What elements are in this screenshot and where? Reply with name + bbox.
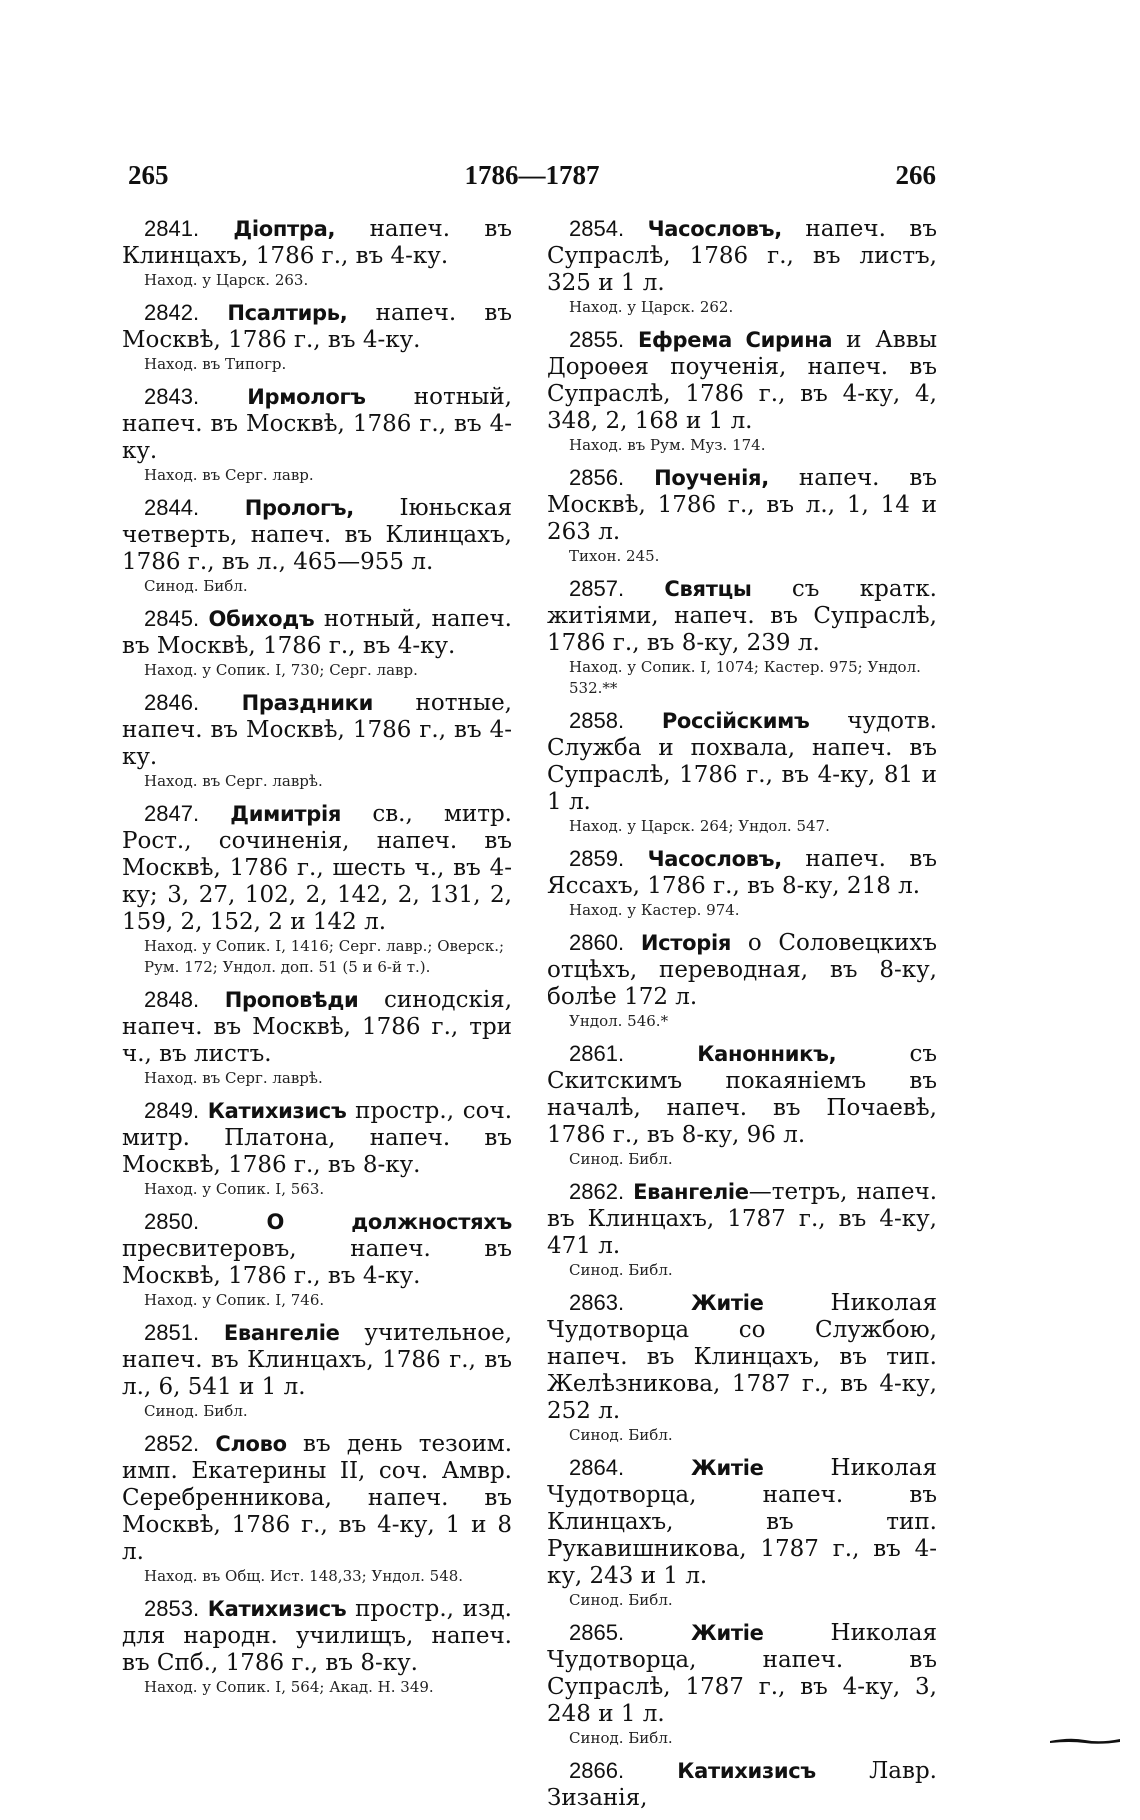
entry-number: 2858. [569, 708, 625, 733]
entry-description: Іюньская четверть, напеч. въ Клинцахъ, 1786 г., въ л., 465—955 л. [122, 495, 512, 575]
entry-description: Николая Чудотворца, напеч. въ Супраслѣ, 1787 г., въ 4-ку, 3, 248 и 1 л. [547, 1620, 937, 1727]
entry-description: нотные, напеч. въ Москвѣ, 1786 г., въ 4-ку. [122, 690, 512, 770]
catalog-entry [122, 1097, 512, 1200]
entry-description: синодскія, напеч. въ Москвѣ, 1786 г., три ч., въ листъ. [122, 987, 513, 1067]
entry-title: Катихизисъ [207, 1099, 347, 1123]
entry-text [122, 1430, 512, 1566]
entry-number: 2855. [569, 327, 625, 352]
catalog-entry [547, 464, 937, 567]
entry-location-note: Наход. въ Серг. лаврѣ. [144, 1069, 323, 1087]
entry-text [547, 707, 937, 816]
entry-location-note: Синод. Библ. [569, 1729, 673, 1747]
entry-title: Россійскимъ [661, 709, 810, 733]
entry-location-note: Наход. въ Серг. лавр. [144, 466, 314, 484]
entry-location-note: Синод. Библ. [569, 1591, 673, 1609]
entry-number: 2850. [144, 1209, 200, 1234]
entry-number: 2854. [569, 216, 625, 241]
entry-number: 2846. [144, 690, 200, 715]
entry-number: 2844. [144, 495, 200, 520]
entry-text [547, 1178, 937, 1260]
entry-number: 2845. [144, 606, 200, 631]
entry-text [122, 383, 512, 465]
entry-description: о Соловецкихъ отцѣхъ, переводная, въ 8-ку, болѣе 172 л. [547, 930, 937, 1010]
entry-number: 2848. [144, 987, 200, 1012]
catalog-entry [122, 1430, 512, 1587]
entry-title: Канонникъ, [697, 1042, 837, 1066]
entry-location-note: Наход. у Сопик. I, 1074; Кастер. 975; Ундол. 532.** [569, 658, 921, 697]
entry-description: Николая Чудотворца, напеч. въ Клинцахъ, въ тип. Рукавишникова, 1787 г., въ 4-ку, 243 и 1 л. [547, 1455, 937, 1589]
entry-location-note: Наход. у Сопик. I, 730; Серг. лавр. [144, 661, 418, 679]
entry-description: нотный, напеч. въ Москвѣ, 1786 г., въ 4-ку. [122, 384, 512, 464]
entry-title: Катихизисъ [677, 1759, 816, 1783]
printer-flourish-ornament [1050, 1735, 1120, 1745]
entry-number: 2865. [569, 1620, 625, 1645]
entry-description: чудотв. Служба и похвала, напеч. въ Супраслѣ, 1786 г., въ 4-ку, 81 и 1 л. [547, 708, 937, 815]
entry-text [547, 464, 937, 546]
catalog-entry [547, 215, 937, 318]
entry-text [122, 1319, 512, 1401]
entry-description: простр., соч. митр. Платона, напеч. въ Москвѣ, 1786 г., въ 8-ку. [122, 1098, 512, 1178]
entry-text [122, 1208, 512, 1290]
entry-description: св., митр. Рост., сочиненія, напеч. въ Москвѣ, 1786 г., шесть ч., въ 4-ку; 3, 27, 102, 2, 142, 2, 131, 2, 159, 2, 152, 2 и 142 л. [122, 801, 512, 935]
entry-text [547, 1619, 937, 1728]
entry-title: Исторія [640, 931, 732, 955]
entry-description: напеч. въ Москвѣ, 1786 г., въ л., 1, 14 и 263 л. [547, 465, 937, 545]
catalog-entry [547, 845, 937, 921]
entry-title: Діоптра, [233, 217, 336, 241]
entry-text [122, 1595, 512, 1677]
entry-description: нотный, напеч. въ Москвѣ, 1786 г., въ 4-ку. [122, 606, 512, 659]
entry-text [547, 1757, 937, 1812]
entry-number: 2856. [569, 465, 625, 490]
entry-location-note: Наход. у Сопик. I, 746. [144, 1291, 325, 1309]
entry-location-note: Ундол. 546.* [569, 1012, 669, 1030]
entry-location-note: Тихон. 245. [569, 547, 660, 565]
catalog-entry [122, 1595, 512, 1698]
entry-location-note: Наход. въ Типогр. [144, 355, 287, 373]
entry-description: учительное, напеч. въ Клинцахъ, 1786 г., въ л., 6, 541 и 1 л. [122, 1320, 513, 1400]
entry-location-note: Синод. Библ. [569, 1261, 673, 1279]
entry-location-note: Наход. въ Рум. Муз. 174. [569, 436, 766, 454]
entry-title: Часословъ, [647, 217, 782, 241]
entry-title: Евангеліе [633, 1180, 749, 1204]
entry-title: О должностяхъ [266, 1210, 513, 1234]
entry-number: 2851. [144, 1320, 200, 1345]
entry-text [122, 800, 512, 936]
catalog-entry [122, 494, 512, 597]
entry-title: Житіе [691, 1291, 764, 1315]
catalog-entry [547, 707, 937, 837]
right-column [547, 215, 937, 1820]
entry-description: Лавр. Зизанія, [547, 1758, 937, 1811]
catalog-entry [122, 986, 512, 1089]
entry-number: 2852. [144, 1431, 200, 1456]
entry-title: Проповѣди [224, 988, 359, 1012]
entry-location-note: Синод. Библ. [569, 1426, 673, 1444]
entry-title: Часословъ, [647, 847, 782, 871]
page-number-left: 265 [128, 160, 169, 190]
catalog-entry [547, 1178, 937, 1281]
running-title-years: 1786—1787 [464, 160, 600, 190]
catalog-entry [547, 1454, 937, 1611]
entry-title: Псалтирь, [227, 301, 348, 325]
entry-title: Ефрема Сирина [637, 328, 833, 352]
entry-text [122, 215, 512, 270]
entry-text [547, 326, 937, 435]
entry-text [122, 1097, 512, 1179]
entry-location-note: Наход. у Царск. 264; Ундол. 547. [569, 817, 830, 835]
entry-location-note: Синод. Библ. [569, 1150, 673, 1168]
catalog-entry [547, 1289, 937, 1446]
entry-description: напеч. въ Москвѣ, 1786 г., въ 4-ку. [122, 300, 512, 353]
entry-description: съ Скитскимъ покаяніемъ въ началѣ, напеч. въ Почаевѣ, 1786 г., въ 8-ку, 96 л. [547, 1041, 938, 1148]
entry-number: 2862. [569, 1179, 625, 1204]
catalog-entry [122, 383, 512, 486]
entry-text [547, 929, 937, 1011]
entry-description: напеч. въ Яссахъ, 1786 г., въ 8-ку, 218 л. [547, 846, 937, 899]
entry-number: 2863. [569, 1290, 625, 1315]
entry-number: 2847. [144, 801, 200, 826]
entry-title: Обиходъ [208, 607, 315, 631]
entry-number: 2859. [569, 846, 625, 871]
entry-number: 2841. [144, 216, 200, 241]
entry-number: 2860. [569, 930, 625, 955]
entry-text [122, 494, 512, 576]
entry-description: —тетръ, напеч. въ Клинцахъ, 1787 г., въ 4-ку, 471 л. [547, 1179, 937, 1259]
entry-description: и Аввы Дороѳея поученія, напеч. въ Супраслѣ, 1786 г., въ 4-ку, 4, 348, 2, 168 и 1 л. [547, 327, 937, 434]
entry-location-note: Наход. у Царск. 263. [144, 271, 309, 289]
entry-title: Житіе [691, 1621, 764, 1645]
entry-number: 2843. [144, 384, 200, 409]
entry-number: 2866. [569, 1758, 625, 1783]
entry-text [122, 986, 512, 1068]
entry-text [122, 605, 512, 660]
entry-description: пресвитеровъ, напеч. въ Москвѣ, 1786 г., въ 4-ку. [122, 1236, 512, 1289]
catalog-entry [122, 800, 512, 978]
entry-title: Прологъ, [244, 496, 354, 520]
catalog-entry [547, 326, 937, 456]
page-header [128, 160, 936, 200]
catalog-entry [547, 1757, 937, 1812]
catalog-entry [547, 575, 937, 699]
entry-text [122, 299, 512, 354]
entry-description: напеч. въ Клинцахъ, 1786 г., въ 4-ку. [122, 216, 512, 269]
entry-number: 2864. [569, 1455, 625, 1480]
catalog-entry [122, 689, 512, 792]
entry-title: Поученія, [654, 466, 769, 490]
entry-number: 2842. [144, 300, 200, 325]
entry-location-note: Синод. Библ. [144, 577, 248, 595]
entry-description: напеч. въ Супраслѣ, 1786 г., въ листъ, 325 и 1 л. [547, 216, 937, 296]
entry-text [547, 1289, 937, 1425]
entry-text [122, 689, 512, 771]
entry-text [547, 215, 937, 297]
left-column [122, 215, 512, 1706]
catalog-entry [547, 1040, 937, 1170]
entry-title: Слово [215, 1432, 287, 1456]
catalog-entry [122, 605, 512, 681]
catalog-entry [547, 929, 937, 1032]
entry-title: Житіе [691, 1456, 764, 1480]
catalog-entry [122, 1319, 512, 1422]
entry-text [547, 845, 937, 900]
entry-description: съ кратк. житіями, напеч. въ Супраслѣ, 1786 г., въ 8-ку, 239 л. [547, 576, 937, 656]
entry-number: 2853. [144, 1596, 200, 1621]
entry-title: Праздники [241, 691, 374, 715]
entry-description: въ день тезоим. имп. Екатерины II, соч. Амвр. Серебренникова, напеч. въ Москвѣ, 1786 г., въ 4-ку, 1 и 8 л. [122, 1431, 512, 1565]
entry-title: Ирмологъ [247, 385, 366, 409]
entry-number: 2857. [569, 576, 625, 601]
page-number-right: 266 [895, 160, 936, 190]
catalog-entry [122, 299, 512, 375]
entry-location-note: Наход. у Кастер. 974. [569, 901, 740, 919]
entry-description: простр., изд. для народн. училищъ, напеч. въ Спб., 1786 г., въ 8-ку. [122, 1596, 512, 1676]
entry-location-note: Наход. у Царск. 262. [569, 298, 734, 316]
entry-location-note: Наход. въ Серг. лаврѣ. [144, 772, 323, 790]
entry-location-note: Наход. у Сопик. I, 564; Акад. Н. 349. [144, 1678, 434, 1696]
catalog-entry [547, 1619, 937, 1749]
entry-text [547, 1454, 937, 1590]
entry-location-note: Наход. въ Общ. Ист. 148,33; Ундол. 548. [144, 1567, 464, 1585]
entry-location-note: Синод. Библ. [144, 1402, 248, 1420]
entry-title: Святцы [664, 577, 752, 601]
entry-description: Николая Чудотворца со Службою, напеч. въ Клинцахъ, въ тип. Желѣзникова, 1787 г., въ 4-ку, 252 л. [547, 1290, 937, 1424]
entry-number: 2849. [144, 1098, 200, 1123]
entry-location-note: Наход. у Сопик. I, 563. [144, 1180, 325, 1198]
entry-location-note: Наход. у Сопик. I, 1416; Серг. лавр.; Оверск.; Рум. 172; Ундол. доп. 51 (5 и 6-й т.). [144, 937, 505, 976]
entry-title: Катихизисъ [207, 1597, 347, 1621]
catalog-entry [122, 215, 512, 291]
entry-text [547, 575, 937, 657]
entry-text [547, 1040, 937, 1149]
catalog-entry [122, 1208, 512, 1311]
entry-title: Евангеліе [223, 1321, 340, 1345]
entry-title: Димитрія [230, 802, 342, 826]
entry-number: 2861. [569, 1041, 625, 1066]
